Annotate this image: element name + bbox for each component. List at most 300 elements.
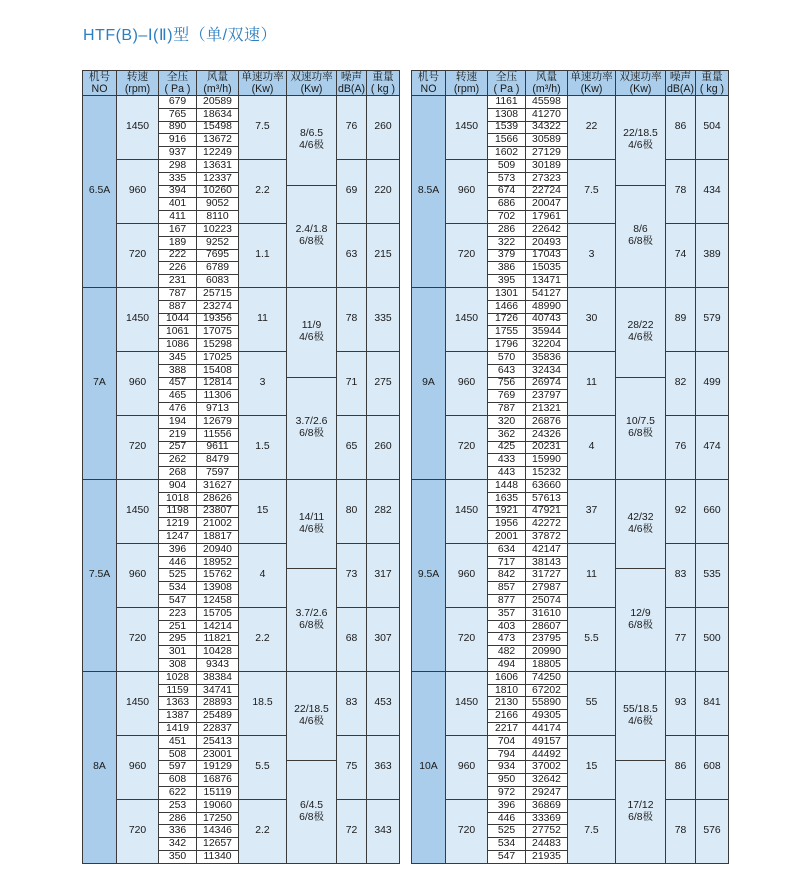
model-number-cell: 7.5A <box>83 479 117 671</box>
pressure-cell: 1161 <box>488 96 526 109</box>
header-label: 噪声 <box>340 71 363 83</box>
airflow-cell: 32204 <box>526 339 568 352</box>
pressure-cell: 396 <box>159 543 197 556</box>
dual-power-cell <box>287 96 337 186</box>
header-label: 双速功率 <box>290 71 333 83</box>
header-unit: dB(A) <box>666 83 695 95</box>
airflow-cell: 15035 <box>526 262 568 275</box>
dual-power-value: 55/18.5 <box>623 704 658 716</box>
noise-cell: 86 <box>666 735 696 799</box>
pressure-cell: 1086 <box>159 339 197 352</box>
dual-power-cell <box>616 377 666 479</box>
dual-power-value: 22/18.5 <box>294 704 329 716</box>
col-noise-header <box>666 71 696 96</box>
airflow-cell: 17075 <box>197 326 239 339</box>
dual-power-value: 11/9 <box>301 320 322 332</box>
single-power-cell: 18.5 <box>239 671 287 735</box>
pressure-cell: 257 <box>159 441 197 454</box>
dual-power-cell <box>616 96 666 186</box>
airflow-cell: 47921 <box>526 505 568 518</box>
airflow-cell: 12814 <box>197 377 239 390</box>
airflow-cell: 12657 <box>197 838 239 851</box>
airflow-cell: 33369 <box>526 812 568 825</box>
pressure-cell: 322 <box>488 236 526 249</box>
rpm-cell: 1450 <box>446 287 488 351</box>
airflow-cell: 25074 <box>526 595 568 608</box>
pressure-cell: 1419 <box>159 723 197 736</box>
dual-power-poles: 6/8极 <box>628 812 653 824</box>
pressure-cell: 308 <box>159 659 197 672</box>
airflow-cell: 18634 <box>197 108 239 121</box>
airflow-cell: 27752 <box>526 825 568 838</box>
single-power-cell: 55 <box>568 671 616 735</box>
airflow-cell: 7597 <box>197 467 239 480</box>
pressure-cell: 1635 <box>488 492 526 505</box>
table-row <box>83 799 400 812</box>
pressure-cell: 643 <box>488 364 526 377</box>
airflow-cell: 49157 <box>526 735 568 748</box>
dual-power-cell <box>616 287 666 377</box>
table-row <box>83 479 400 492</box>
pressure-cell: 2001 <box>488 531 526 544</box>
airflow-cell: 17961 <box>526 211 568 224</box>
airflow-cell: 11556 <box>197 428 239 441</box>
pressure-cell: 473 <box>488 633 526 646</box>
noise-cell: 75 <box>337 735 367 799</box>
dual-power-cell <box>616 761 666 863</box>
table-row <box>83 159 400 172</box>
airflow-cell: 25413 <box>197 735 239 748</box>
pressure-cell: 433 <box>488 454 526 467</box>
airflow-cell: 12249 <box>197 147 239 160</box>
header-label: 转速 <box>455 71 478 83</box>
pressure-cell: 320 <box>488 415 526 428</box>
airflow-cell: 22837 <box>197 723 239 736</box>
rpm-cell: 720 <box>117 607 159 671</box>
single-power-cell: 1.1 <box>239 223 287 287</box>
airflow-cell: 6083 <box>197 275 239 288</box>
pressure-cell: 890 <box>159 121 197 134</box>
pressure-cell: 1726 <box>488 313 526 326</box>
airflow-cell: 12458 <box>197 595 239 608</box>
pressure-cell: 251 <box>159 620 197 633</box>
header-label: 双速功率 <box>619 71 662 83</box>
dual-power-value: 17/12 <box>627 800 654 812</box>
dual-power-poles: 4/6极 <box>628 524 653 536</box>
airflow-cell: 42272 <box>526 518 568 531</box>
col-model-header <box>83 71 117 96</box>
table-row <box>83 607 400 620</box>
dual-power-cell <box>616 671 666 761</box>
header-label: 机号 <box>88 71 111 83</box>
pressure-cell: 335 <box>159 172 197 185</box>
airflow-cell: 18952 <box>197 556 239 569</box>
pressure-cell: 443 <box>488 467 526 480</box>
table-row <box>412 799 729 812</box>
single-power-cell: 7.5 <box>568 799 616 863</box>
airflow-cell: 20231 <box>526 441 568 454</box>
weight-cell: 535 <box>696 543 729 607</box>
pressure-cell: 286 <box>488 223 526 236</box>
single-power-cell: 1.5 <box>239 415 287 479</box>
weight-cell: 335 <box>367 287 400 351</box>
airflow-cell: 36869 <box>526 799 568 812</box>
header-unit: (rpm) <box>124 83 151 95</box>
table-row <box>412 351 729 364</box>
airflow-cell: 15232 <box>526 467 568 480</box>
pressure-cell: 1198 <box>159 505 197 518</box>
dual-power-value: 6/4.5 <box>299 800 324 812</box>
airflow-cell: 20940 <box>197 543 239 556</box>
spec-table <box>82 70 400 864</box>
single-power-cell: 7.5 <box>239 96 287 160</box>
airflow-cell: 24326 <box>526 428 568 441</box>
col-airflow-header <box>197 71 239 96</box>
header-unit: (rpm) <box>453 83 480 95</box>
pressure-cell: 295 <box>159 633 197 646</box>
single-power-cell: 4 <box>239 543 287 607</box>
pressure-cell: 904 <box>159 479 197 492</box>
dual-power-value: 10/7.5 <box>626 416 655 428</box>
airflow-cell: 19356 <box>197 313 239 326</box>
weight-cell: 275 <box>367 351 400 415</box>
airflow-cell: 31610 <box>526 607 568 620</box>
airflow-cell: 20493 <box>526 236 568 249</box>
pressure-cell: 350 <box>159 851 197 864</box>
noise-cell: 93 <box>666 671 696 735</box>
rpm-cell: 1450 <box>446 671 488 735</box>
airflow-cell: 17025 <box>197 351 239 364</box>
pressure-cell: 937 <box>159 147 197 160</box>
dual-power-poles: 6/8极 <box>628 236 653 248</box>
airflow-cell: 7695 <box>197 249 239 262</box>
table-row <box>412 479 729 492</box>
pressure-cell: 226 <box>159 262 197 275</box>
pressure-cell: 1956 <box>488 518 526 531</box>
airflow-cell: 40743 <box>526 313 568 326</box>
pressure-cell: 379 <box>488 249 526 262</box>
airflow-cell: 49305 <box>526 710 568 723</box>
model-number-cell: 9.5A <box>412 479 446 671</box>
dual-power-cell <box>616 569 666 671</box>
airflow-cell: 11306 <box>197 390 239 403</box>
header-unit: (Kw) <box>580 83 603 95</box>
dual-power-value: 42/32 <box>627 512 654 524</box>
table-row <box>83 735 400 748</box>
pressure-cell: 573 <box>488 172 526 185</box>
pressure-cell: 1796 <box>488 339 526 352</box>
header-label: 全压 <box>495 71 518 83</box>
pressure-cell: 219 <box>159 428 197 441</box>
airflow-cell: 29247 <box>526 787 568 800</box>
pressure-cell: 787 <box>488 403 526 416</box>
model-number-cell: 10A <box>412 671 446 863</box>
table-row <box>83 223 400 236</box>
airflow-cell: 8479 <box>197 454 239 467</box>
pressure-cell: 465 <box>159 390 197 403</box>
single-power-cell: 7.5 <box>568 159 616 223</box>
noise-cell: 76 <box>666 415 696 479</box>
noise-cell: 77 <box>666 607 696 671</box>
airflow-cell: 15408 <box>197 364 239 377</box>
airflow-cell: 26876 <box>526 415 568 428</box>
airflow-cell: 10260 <box>197 185 239 198</box>
header-label: 重量 <box>372 71 394 83</box>
pressure-cell: 298 <box>159 159 197 172</box>
dual-power-value: 8/6 <box>633 224 648 236</box>
pressure-cell: 1539 <box>488 121 526 134</box>
dual-power-poles: 4/6极 <box>628 332 653 344</box>
single-power-cell: 5.5 <box>239 735 287 799</box>
header-unit: NO <box>91 83 108 95</box>
noise-cell: 78 <box>666 159 696 223</box>
dual-power-cell <box>287 569 337 671</box>
single-power-cell: 3 <box>568 223 616 287</box>
weight-cell: 317 <box>367 543 400 607</box>
airflow-cell: 24483 <box>526 838 568 851</box>
weight-cell: 215 <box>367 223 400 287</box>
airflow-cell: 32434 <box>526 364 568 377</box>
airflow-cell: 12679 <box>197 415 239 428</box>
model-number-cell: 9A <box>412 287 446 479</box>
rpm-cell: 720 <box>446 607 488 671</box>
noise-cell: 80 <box>337 479 367 543</box>
airflow-cell: 9252 <box>197 236 239 249</box>
table-row <box>412 671 729 684</box>
noise-cell: 78 <box>337 287 367 351</box>
pressure-cell: 765 <box>159 108 197 121</box>
pressure-cell: 286 <box>159 812 197 825</box>
pressure-cell: 425 <box>488 441 526 454</box>
pressure-cell: 1466 <box>488 300 526 313</box>
pressure-cell: 446 <box>488 812 526 825</box>
dual-power-value: 3.7/2.6 <box>295 608 328 620</box>
dual-power-value: 3.7/2.6 <box>295 416 328 428</box>
rpm-cell: 960 <box>117 543 159 607</box>
dual-power-poles: 4/6极 <box>299 716 324 728</box>
airflow-cell: 25489 <box>197 710 239 723</box>
airflow-cell: 23795 <box>526 633 568 646</box>
airflow-cell: 38384 <box>197 671 239 684</box>
airflow-cell: 31627 <box>197 479 239 492</box>
rpm-cell: 960 <box>446 351 488 415</box>
model-number-cell: 6.5A <box>83 96 117 288</box>
header-label: 转速 <box>126 71 149 83</box>
airflow-cell: 18805 <box>526 659 568 672</box>
table-row <box>83 287 400 300</box>
dual-power-cell <box>287 185 337 287</box>
table-row <box>412 159 729 172</box>
airflow-cell: 10428 <box>197 646 239 659</box>
single-power-cell: 11 <box>568 351 616 415</box>
page-title: HTF(B)–Ⅰ(Ⅱ)型（单/双速） <box>83 27 278 44</box>
noise-cell: 86 <box>666 96 696 160</box>
pressure-cell: 509 <box>488 159 526 172</box>
dual-power-cell <box>616 479 666 569</box>
col-model-header <box>412 71 446 96</box>
single-power-cell: 15 <box>568 735 616 799</box>
table-row <box>412 607 729 620</box>
airflow-cell: 34322 <box>526 121 568 134</box>
noise-cell: 71 <box>337 351 367 415</box>
dual-power-poles: 4/6极 <box>299 140 324 152</box>
airflow-cell: 63660 <box>526 479 568 492</box>
airflow-cell: 11340 <box>197 851 239 864</box>
pressure-cell: 1363 <box>159 697 197 710</box>
header-label: 单速功率 <box>570 71 613 83</box>
airflow-cell: 27987 <box>526 582 568 595</box>
dual-power-cell <box>287 761 337 863</box>
weight-cell: 220 <box>367 159 400 223</box>
pressure-cell: 1602 <box>488 147 526 160</box>
airflow-cell: 38143 <box>526 556 568 569</box>
table-row <box>83 96 400 109</box>
dual-power-cell <box>287 287 337 377</box>
header-label: 风量 <box>206 71 229 83</box>
airflow-cell: 45598 <box>526 96 568 109</box>
noise-cell: 68 <box>337 607 367 671</box>
single-power-cell: 3 <box>239 351 287 415</box>
dual-power-cell <box>287 479 337 569</box>
rpm-cell: 960 <box>117 735 159 799</box>
single-power-cell: 30 <box>568 287 616 351</box>
noise-cell: 76 <box>337 96 367 160</box>
dual-power-value: 8/6.5 <box>299 128 324 140</box>
dual-power-poles: 6/8极 <box>299 620 324 632</box>
pressure-cell: 547 <box>159 595 197 608</box>
pressure-cell: 1061 <box>159 326 197 339</box>
dual-power-value: 2.4/1.8 <box>295 224 328 236</box>
airflow-cell: 23001 <box>197 748 239 761</box>
header-unit: ( Pa ) <box>493 83 520 95</box>
rpm-cell: 720 <box>446 223 488 287</box>
weight-cell: 608 <box>696 735 729 799</box>
pressure-cell: 189 <box>159 236 197 249</box>
airflow-cell: 14346 <box>197 825 239 838</box>
airflow-cell: 57613 <box>526 492 568 505</box>
table-row <box>412 543 729 556</box>
pressure-cell: 597 <box>159 761 197 774</box>
header-label: 全压 <box>166 71 189 83</box>
pressure-cell: 482 <box>488 646 526 659</box>
pressure-cell: 950 <box>488 774 526 787</box>
single-power-cell: 4 <box>568 415 616 479</box>
pressure-cell: 679 <box>159 96 197 109</box>
weight-cell: 307 <box>367 607 400 671</box>
single-power-cell: 2.2 <box>239 799 287 863</box>
pressure-cell: 401 <box>159 198 197 211</box>
pressure-cell: 446 <box>159 556 197 569</box>
spec-table <box>411 70 729 864</box>
weight-cell: 260 <box>367 415 400 479</box>
weight-cell: 841 <box>696 671 729 735</box>
table-row <box>83 351 400 364</box>
airflow-cell: 21321 <box>526 403 568 416</box>
airflow-cell: 42147 <box>526 543 568 556</box>
rpm-cell: 720 <box>117 799 159 863</box>
pressure-cell: 1044 <box>159 313 197 326</box>
airflow-cell: 12337 <box>197 172 239 185</box>
header-unit: ( Pa ) <box>164 83 191 95</box>
airflow-cell: 6789 <box>197 262 239 275</box>
pressure-cell: 534 <box>488 838 526 851</box>
pressure-cell: 167 <box>159 223 197 236</box>
rpm-cell: 720 <box>446 799 488 863</box>
header-label: 机号 <box>417 71 440 83</box>
noise-cell: 73 <box>337 543 367 607</box>
weight-cell: 363 <box>367 735 400 799</box>
airflow-cell: 26974 <box>526 377 568 390</box>
col-weight-header <box>696 71 729 96</box>
pressure-cell: 769 <box>488 390 526 403</box>
single-power-cell: 5.5 <box>568 607 616 671</box>
airflow-cell: 23807 <box>197 505 239 518</box>
col-pressure-header <box>159 71 197 96</box>
pressure-cell: 395 <box>488 275 526 288</box>
pressure-cell: 1018 <box>159 492 197 505</box>
rpm-cell: 1450 <box>446 96 488 160</box>
rpm-cell: 1450 <box>117 479 159 543</box>
airflow-cell: 20990 <box>526 646 568 659</box>
col-single-power-header <box>239 71 287 96</box>
airflow-cell: 31727 <box>526 569 568 582</box>
header-unit: (m³/h) <box>532 83 561 95</box>
pressure-cell: 222 <box>159 249 197 262</box>
header-label: 噪声 <box>669 71 692 83</box>
rpm-cell: 960 <box>446 543 488 607</box>
single-power-cell: 11 <box>239 287 287 351</box>
header-unit: dB(A) <box>337 83 366 95</box>
airflow-cell: 13908 <box>197 582 239 595</box>
dual-power-poles: 4/6极 <box>299 524 324 536</box>
airflow-cell: 44174 <box>526 723 568 736</box>
noise-cell: 69 <box>337 159 367 223</box>
table-row <box>83 415 400 428</box>
airflow-cell: 9052 <box>197 198 239 211</box>
pressure-cell: 451 <box>159 735 197 748</box>
dual-power-value: 12/9 <box>630 608 651 620</box>
airflow-cell: 13631 <box>197 159 239 172</box>
pressure-cell: 842 <box>488 569 526 582</box>
airflow-cell: 20589 <box>197 96 239 109</box>
airflow-cell: 21935 <box>526 851 568 864</box>
noise-cell: 63 <box>337 223 367 287</box>
header-label: 重量 <box>701 71 723 83</box>
airflow-cell: 35836 <box>526 351 568 364</box>
table-row <box>83 671 400 684</box>
airflow-cell: 28626 <box>197 492 239 505</box>
col-dual-power-header <box>616 71 666 96</box>
col-pressure-header <box>488 71 526 96</box>
weight-cell: 343 <box>367 799 400 863</box>
pressure-cell: 342 <box>159 838 197 851</box>
pressure-cell: 1387 <box>159 710 197 723</box>
noise-cell: 78 <box>666 799 696 863</box>
noise-cell: 83 <box>337 671 367 735</box>
airflow-cell: 34741 <box>197 684 239 697</box>
airflow-cell: 35944 <box>526 326 568 339</box>
rpm-cell: 720 <box>117 415 159 479</box>
table-row <box>83 543 400 556</box>
airflow-cell: 14214 <box>197 620 239 633</box>
airflow-cell: 19060 <box>197 799 239 812</box>
weight-cell: 660 <box>696 479 729 543</box>
dual-power-cell <box>287 377 337 479</box>
pressure-cell: 386 <box>488 262 526 275</box>
airflow-cell: 30189 <box>526 159 568 172</box>
pressure-cell: 634 <box>488 543 526 556</box>
pressure-cell: 345 <box>159 351 197 364</box>
